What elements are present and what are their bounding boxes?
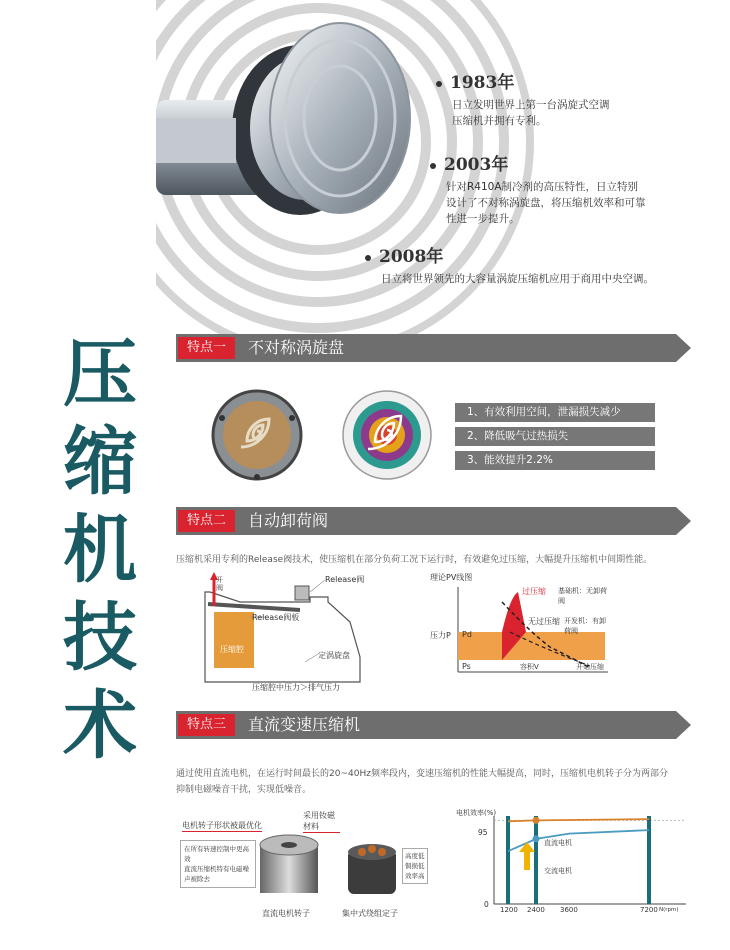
rotor-bullet: 在所有转速控制中更高效 bbox=[184, 845, 249, 863]
compression-chamber-label: 压缩腔 bbox=[220, 645, 244, 654]
section-3-paragraph bbox=[176, 766, 706, 798]
timeline-text: 日立发明世界上第一台涡旋式空调 bbox=[452, 99, 610, 111]
start-compression-label: 开始压缩 bbox=[576, 663, 604, 671]
feature-tag: 特点一 bbox=[178, 337, 235, 359]
section-title: 不对称涡旋盘 bbox=[248, 338, 345, 357]
section-2-header bbox=[176, 507, 691, 535]
bullet-dot bbox=[436, 81, 442, 87]
rotor-caption: 直流电机转子 bbox=[262, 909, 310, 918]
timeline-entry-1983 bbox=[436, 68, 610, 129]
release-valve-diagram bbox=[200, 572, 380, 697]
asymmetric-scroll-diagram bbox=[340, 388, 435, 483]
y-tick-0: 0 bbox=[484, 900, 489, 909]
section-3-header bbox=[176, 711, 691, 739]
scroll-disc-photo bbox=[210, 388, 305, 483]
stator-bullet-box bbox=[402, 848, 428, 884]
no-over-compression-label: 无过压缩 bbox=[528, 617, 560, 626]
title-char: 技 bbox=[63, 595, 137, 681]
scroll-compressor-illustration bbox=[156, 23, 410, 215]
dc-motor-label: 直流电机 bbox=[544, 839, 572, 847]
x-tick: 3600 bbox=[560, 906, 578, 914]
feature-item: 1、有效利用空间，泄漏损失减少 bbox=[455, 403, 655, 422]
pv-x-label: 容积V bbox=[520, 663, 539, 671]
stator-caption: 集中式绕组定子 bbox=[342, 909, 398, 918]
title-char: 术 bbox=[63, 683, 137, 769]
year-label: 1983年 bbox=[450, 73, 515, 93]
over-compression-label: 过压缩 bbox=[522, 587, 546, 596]
section-1-header bbox=[176, 334, 691, 362]
rotor-bullet: 直流压缩机特有电磁噪声被除去 bbox=[184, 865, 249, 883]
fixed-scroll-label: 定涡旋盘 bbox=[318, 651, 350, 660]
ac-point-marker bbox=[533, 835, 540, 842]
title-char: 机 bbox=[63, 507, 137, 593]
feature-item: 2、降低吸气过热损失 bbox=[455, 427, 655, 446]
feature-item: 3、能效提升2.2% bbox=[455, 451, 655, 470]
motor-efficiency-chart bbox=[456, 808, 696, 918]
feature-tag: 特点二 bbox=[178, 510, 235, 532]
stator-bullet: 效率高 bbox=[405, 872, 425, 880]
dc-motor-rotor-figure bbox=[180, 808, 340, 918]
timeline-text: 压缩机并拥有专利。 bbox=[452, 115, 547, 127]
x-tick: 7200 bbox=[640, 906, 658, 914]
pv-y-label: 压力P bbox=[430, 631, 451, 640]
x-unit-label: N(rpm) bbox=[659, 907, 679, 913]
base-machine-label: 基础机：无卸荷阀 bbox=[558, 587, 607, 605]
timeline-text: 性进一步提升。 bbox=[446, 213, 520, 225]
timeline-text: 日立将世界领先的大容量涡旋压缩机应用于商用中央空调。 bbox=[381, 273, 654, 285]
x-tick: 2400 bbox=[527, 906, 545, 914]
ac-motor-label: 交流电机 bbox=[544, 867, 572, 875]
bullet-dot bbox=[430, 163, 436, 169]
year-label: 2003年 bbox=[444, 155, 509, 175]
pv-line-chart bbox=[430, 572, 610, 682]
paragraph-line: 抑制电磁噪音干扰，实现低噪音。 bbox=[176, 785, 312, 795]
timeline-text: 设计了不对称涡旋盘，将压缩机效率和可靠 bbox=[446, 197, 646, 209]
x-tick: 1200 bbox=[500, 906, 518, 914]
valve-diagram-caption: 压缩腔中压力＞排气压力 bbox=[252, 683, 340, 692]
vertical-page-title bbox=[60, 330, 140, 770]
timeline-text: 针对R410A制冷剂的高压特性，日立特别 bbox=[446, 181, 639, 193]
dc-point-marker bbox=[533, 817, 540, 824]
efficiency-y-label: 电机效率(%) bbox=[456, 809, 497, 817]
ps-label: Ps bbox=[462, 662, 471, 671]
rotor-bullet-box bbox=[180, 840, 256, 888]
year-label: 2008年 bbox=[379, 247, 444, 267]
feature-tag: 特点三 bbox=[178, 714, 235, 736]
title-char: 缩 bbox=[63, 419, 137, 505]
efficiency-plot bbox=[456, 808, 696, 918]
release-valve-plate-label: Release阀板 bbox=[252, 613, 300, 622]
rotor-material-callout: 采用钕磁材料 bbox=[303, 810, 340, 833]
paragraph-line: 通过使用直流电机，在运行时间最长的20~40Hz频率段内，变速压缩机的性能大幅提高，同时，压缩机电机转子分为两部分 bbox=[176, 769, 668, 779]
bullet-dot bbox=[365, 255, 371, 261]
section-title: 自动卸荷阀 bbox=[248, 511, 329, 530]
stator-bullet: 高度低 bbox=[405, 852, 425, 860]
rotor-shape-callout: 电机转子形状被最优化 bbox=[182, 821, 262, 830]
release-valve-label: Release阀 bbox=[325, 575, 365, 584]
pv-chart-title: 理论PV线图 bbox=[430, 573, 473, 582]
open-valve-label: 开阀 bbox=[216, 576, 223, 592]
pd-label: Pd bbox=[462, 630, 472, 639]
timeline-entry-2003 bbox=[430, 150, 646, 227]
title-char: 压 bbox=[63, 331, 137, 417]
section-title: 直流变速压缩机 bbox=[248, 715, 361, 734]
timeline-entry-2008 bbox=[365, 242, 654, 287]
y-tick-95: 95 bbox=[478, 828, 488, 837]
stator-figure bbox=[340, 840, 440, 918]
dev-machine-label: 开发机：有卸荷阀 bbox=[564, 617, 606, 635]
section-2-paragraph: 压缩机采用专利的Release阀技术，使压缩机在部分负荷工况下运行时，有效避免过压缩，大幅提升压缩机中间期性能。 bbox=[176, 555, 653, 565]
stator-bullet: 铜损低 bbox=[405, 862, 425, 870]
dc-motor-line bbox=[508, 819, 649, 821]
